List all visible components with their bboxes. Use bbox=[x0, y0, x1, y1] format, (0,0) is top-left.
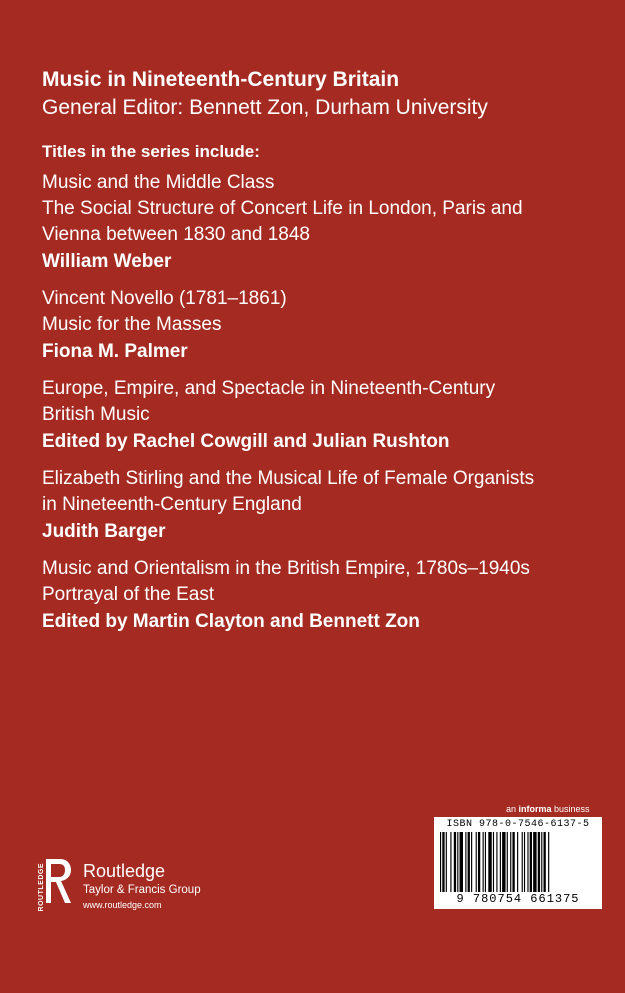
entry-author: Edited by Martin Clayton and Bennett Zon bbox=[42, 611, 420, 632]
entry-title-line: Elizabeth Stirling and the Musical Life of Female Organists bbox=[42, 468, 535, 489]
barcode-bar bbox=[507, 832, 508, 892]
entry-title-line: Music and the Middle Class bbox=[42, 172, 275, 193]
back-cover-text bbox=[42, 66, 602, 646]
barcode-bar bbox=[500, 832, 501, 892]
entry-title-line: in Nineteenth-Century England bbox=[42, 494, 302, 515]
barcode-bar bbox=[530, 832, 532, 892]
barcode-bar bbox=[538, 832, 540, 892]
barcode-bar bbox=[446, 832, 447, 892]
entry-title-line: Music for the Masses bbox=[42, 314, 222, 335]
series-entry bbox=[42, 466, 602, 546]
entry-title-line: Portrayal of the East bbox=[42, 584, 215, 605]
entry-title-line: Europe, Empire, and Spectacle in Nineteenth-Century bbox=[42, 378, 496, 399]
barcode-bar bbox=[524, 832, 525, 892]
entry-author: Fiona M. Palmer bbox=[42, 341, 188, 362]
entry-author: William Weber bbox=[42, 251, 172, 272]
barcode-bar bbox=[533, 832, 536, 892]
barcode-bar bbox=[517, 832, 518, 892]
entry-title-line: Music and Orientalism in the British Empire, 1780s–1940s bbox=[42, 558, 530, 579]
barcode-bar bbox=[465, 832, 466, 892]
barcode-bar bbox=[440, 832, 441, 892]
barcode-bar bbox=[541, 832, 542, 892]
barcode-bar bbox=[476, 832, 477, 892]
informa-prefix: an bbox=[506, 804, 519, 814]
entry-title-line: The Social Structure of Concert Life in London, Paris and bbox=[42, 198, 523, 219]
barcode-bar bbox=[493, 832, 494, 892]
titles-label: Titles in the series include: bbox=[42, 142, 260, 161]
entry-author: Edited by Rachel Cowgill and Julian Rushton bbox=[42, 431, 450, 452]
informa-brand: informa bbox=[518, 804, 552, 814]
informa-suffix: business bbox=[551, 804, 590, 814]
barcode-bar bbox=[478, 832, 480, 892]
routledge-r-icon bbox=[40, 855, 74, 907]
barcode-bar bbox=[454, 832, 456, 892]
barcode-bar bbox=[502, 832, 505, 892]
barcode-bar bbox=[527, 832, 528, 892]
publisher-group: Taylor & Francis Group bbox=[83, 884, 201, 896]
isbn-barcode bbox=[434, 817, 602, 909]
entry-title-line: Vienna between 1830 and 1848 bbox=[42, 224, 311, 245]
barcode-bar bbox=[488, 832, 491, 892]
barcode-bars bbox=[440, 832, 596, 892]
barcode-bar bbox=[483, 832, 484, 892]
barcode-bar bbox=[544, 832, 546, 892]
series-entry bbox=[42, 376, 602, 456]
publisher-name: Routledge bbox=[83, 861, 166, 881]
informa-tagline bbox=[506, 804, 590, 814]
isbn-label: ISBN 978-0-7546-6137-5 bbox=[446, 819, 590, 830]
entry-author: Judith Barger bbox=[42, 521, 166, 542]
barcode-bar bbox=[548, 832, 549, 892]
barcode-bar bbox=[460, 832, 463, 892]
series-editor: General Editor: Bennett Zon, Durham University bbox=[42, 96, 488, 119]
publisher-url[interactable]: www.routledge.com bbox=[83, 900, 162, 910]
barcode-bar bbox=[510, 832, 511, 892]
series-entry bbox=[42, 286, 602, 366]
barcode-bar bbox=[468, 832, 470, 892]
barcode-bar bbox=[522, 832, 523, 892]
series-entry bbox=[42, 556, 602, 636]
barcode-bar bbox=[442, 832, 444, 892]
barcode-bar bbox=[457, 832, 458, 892]
ean-digits: 9 780754 661375 bbox=[456, 892, 580, 906]
barcode-bar bbox=[471, 832, 472, 892]
entry-title-line: Vincent Novello (1781–1861) bbox=[42, 288, 287, 309]
entry-title-line: British Music bbox=[42, 404, 150, 425]
series-title: Music in Nineteenth-Century Britain bbox=[42, 68, 400, 91]
barcode-bar bbox=[496, 832, 497, 892]
routledge-vertical-text: ROUTLEDGE bbox=[38, 863, 45, 912]
barcode-bar bbox=[450, 832, 451, 892]
barcode-bar bbox=[485, 832, 486, 892]
barcode-bar bbox=[512, 832, 514, 892]
series-entry bbox=[42, 170, 602, 276]
routledge-logo bbox=[40, 855, 240, 915]
